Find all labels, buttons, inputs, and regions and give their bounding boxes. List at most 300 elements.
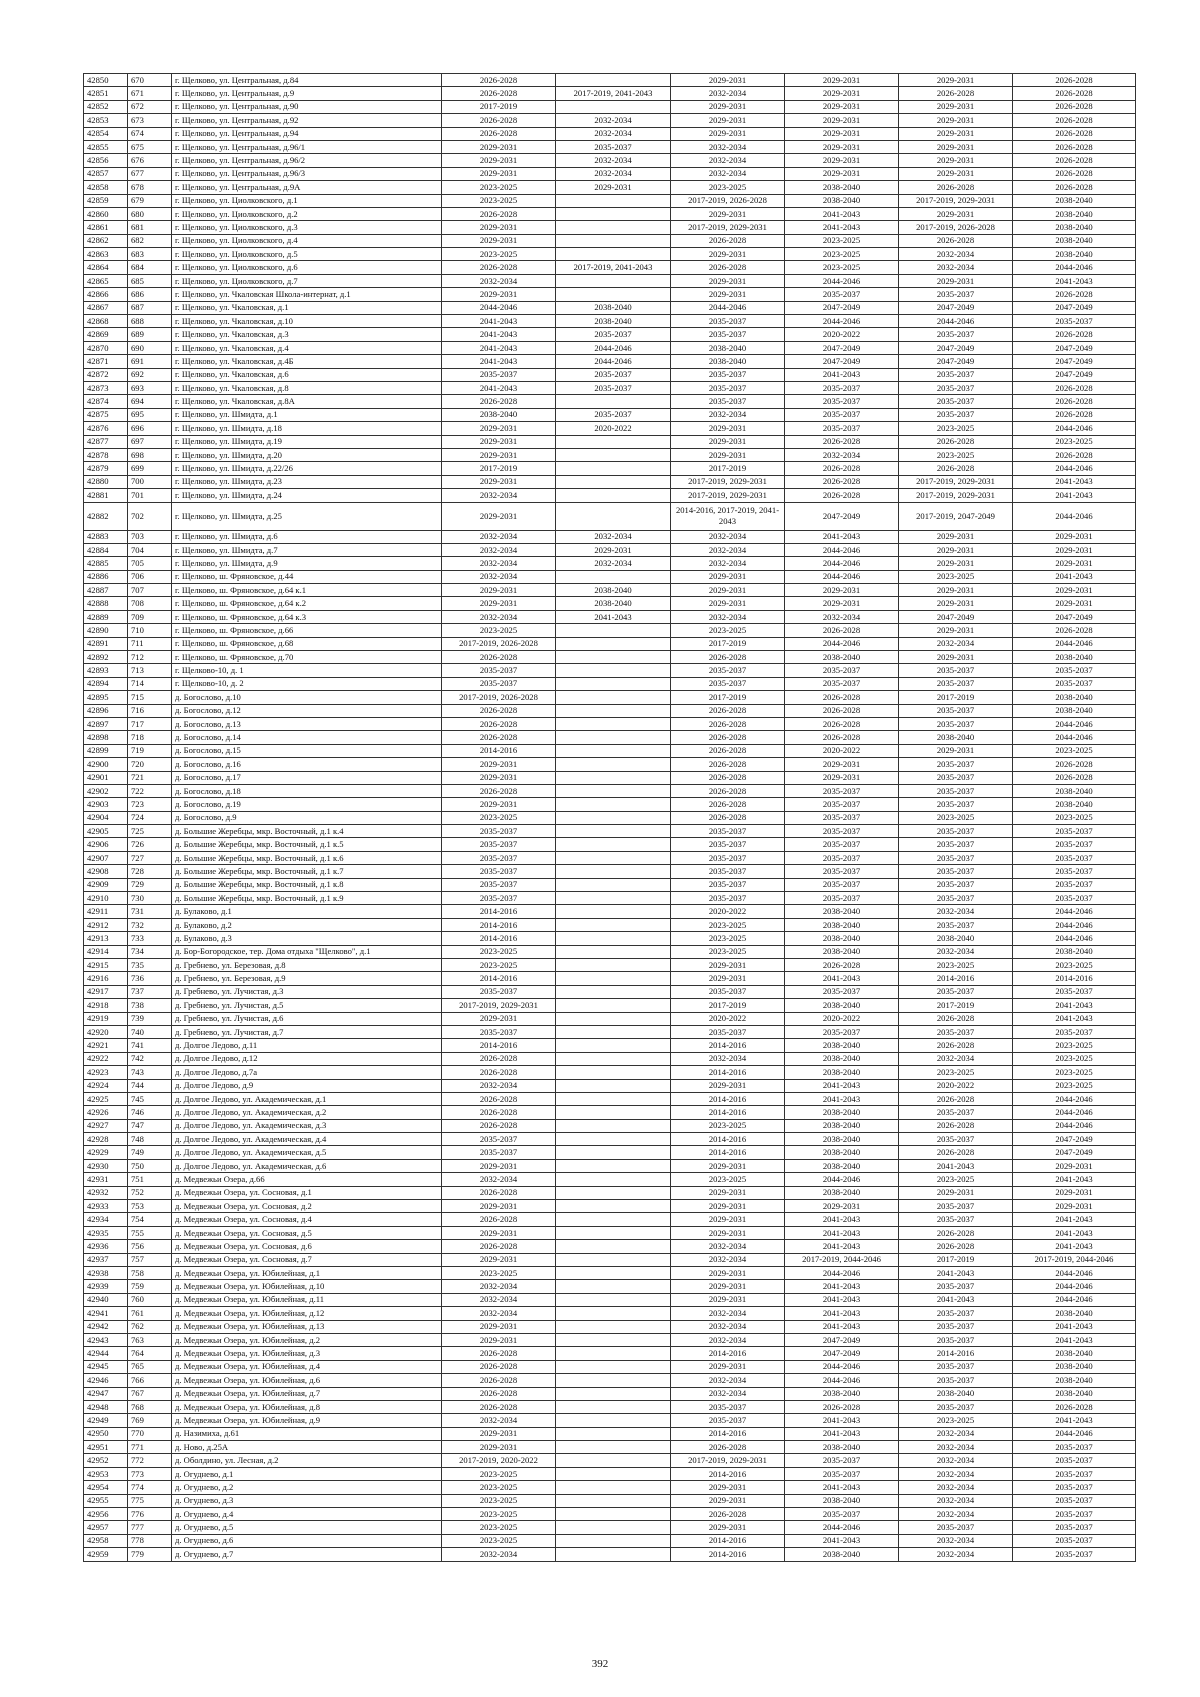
cell-address: г. Щелково, ул. Центральная, д.90 bbox=[172, 100, 442, 113]
cell-period-5: 2026-2028 bbox=[899, 1012, 1013, 1025]
cell-address: г. Щелково, ул. Шмидта, д.25 bbox=[172, 502, 442, 530]
cell-period-2 bbox=[556, 1293, 671, 1306]
cell-row-id: 42957 bbox=[84, 1521, 128, 1534]
cell-row-index: 714 bbox=[128, 677, 172, 690]
cell-period-1: 2026-2028 bbox=[442, 717, 556, 730]
cell-row-index: 736 bbox=[128, 972, 172, 985]
cell-period-4: 2029-2031 bbox=[785, 758, 899, 771]
cell-address: д. Медвежьи Озера, ул. Юбилейная, д.12 bbox=[172, 1307, 442, 1320]
cell-period-1: 2029-2031 bbox=[442, 758, 556, 771]
cell-row-id: 42866 bbox=[84, 288, 128, 301]
cell-address: г. Щелково, ул. Шмидта, д.9 bbox=[172, 557, 442, 570]
table-row bbox=[84, 1508, 1136, 1521]
cell-address: г. Щелково, ул. Шмидта, д.1 bbox=[172, 408, 442, 421]
cell-period-1: 2044-2046 bbox=[442, 301, 556, 314]
cell-row-index: 690 bbox=[128, 341, 172, 354]
cell-address: д. Назимиха, д.61 bbox=[172, 1427, 442, 1440]
cell-period-1: 2026-2028 bbox=[442, 1240, 556, 1253]
table-row bbox=[84, 557, 1136, 570]
cell-address: г. Щелково, ул. Циолковского, д.3 bbox=[172, 221, 442, 234]
cell-period-4: 2029-2031 bbox=[785, 597, 899, 610]
cell-row-id: 42941 bbox=[84, 1307, 128, 1320]
cell-period-4: 2047-2049 bbox=[785, 1333, 899, 1346]
cell-row-index: 774 bbox=[128, 1481, 172, 1494]
cell-period-5: 2023-2025 bbox=[899, 1414, 1013, 1427]
cell-period-4: 2029-2031 bbox=[785, 1200, 899, 1213]
cell-period-5: 2032-2034 bbox=[899, 1467, 1013, 1480]
cell-row-id: 42895 bbox=[84, 691, 128, 704]
cell-row-index: 722 bbox=[128, 784, 172, 797]
cell-period-3: 2029-2031 bbox=[671, 288, 785, 301]
cell-period-5: 2035-2037 bbox=[899, 865, 1013, 878]
cell-row-index: 742 bbox=[128, 1052, 172, 1065]
cell-period-5: 2035-2037 bbox=[899, 1320, 1013, 1333]
cell-period-1: 2029-2031 bbox=[442, 1333, 556, 1346]
cell-period-1: 2029-2031 bbox=[442, 1012, 556, 1025]
cell-period-6: 2047-2049 bbox=[1013, 610, 1136, 623]
cell-period-5: 2035-2037 bbox=[899, 677, 1013, 690]
cell-period-6: 2041-2043 bbox=[1013, 1320, 1136, 1333]
cell-period-1: 2041-2043 bbox=[442, 315, 556, 328]
cell-row-id: 42911 bbox=[84, 905, 128, 918]
cell-row-index: 733 bbox=[128, 932, 172, 945]
cell-period-5: 2029-2031 bbox=[899, 274, 1013, 287]
cell-period-6: 2026-2028 bbox=[1013, 448, 1136, 461]
cell-period-3: 2026-2028 bbox=[671, 771, 785, 784]
cell-address: д. Гребнево, ул. Березовая, д.9 bbox=[172, 972, 442, 985]
cell-row-index: 732 bbox=[128, 918, 172, 931]
cell-period-6: 2038-2040 bbox=[1013, 1374, 1136, 1387]
table-row bbox=[84, 610, 1136, 623]
cell-period-2 bbox=[556, 1266, 671, 1279]
cell-period-2: 2020-2022 bbox=[556, 422, 671, 435]
cell-period-6: 2041-2043 bbox=[1013, 1333, 1136, 1346]
cell-period-6: 2035-2037 bbox=[1013, 985, 1136, 998]
cell-period-2 bbox=[556, 838, 671, 851]
cell-row-index: 687 bbox=[128, 301, 172, 314]
cell-period-3: 2029-2031 bbox=[671, 584, 785, 597]
cell-row-id: 42875 bbox=[84, 408, 128, 421]
cell-row-id: 42923 bbox=[84, 1066, 128, 1079]
cell-row-id: 42927 bbox=[84, 1119, 128, 1132]
cell-period-5: 2047-2049 bbox=[899, 301, 1013, 314]
cell-period-2 bbox=[556, 288, 671, 301]
cell-period-4: 2044-2046 bbox=[785, 1374, 899, 1387]
cell-address: д. Богослово, д.9 bbox=[172, 811, 442, 824]
cell-period-2 bbox=[556, 851, 671, 864]
cell-period-3: 2023-2025 bbox=[671, 945, 785, 958]
cell-period-6: 2023-2025 bbox=[1013, 1079, 1136, 1092]
cell-period-4: 2038-2040 bbox=[785, 1146, 899, 1159]
cell-period-4: 2041-2043 bbox=[785, 1307, 899, 1320]
cell-period-4: 2026-2028 bbox=[785, 959, 899, 972]
cell-period-2: 2035-2037 bbox=[556, 140, 671, 153]
cell-period-4: 2035-2037 bbox=[785, 798, 899, 811]
table-row bbox=[84, 677, 1136, 690]
cell-period-5: 2017-2019 bbox=[899, 1253, 1013, 1266]
cell-period-4: 2026-2028 bbox=[785, 1400, 899, 1413]
cell-row-index: 770 bbox=[128, 1427, 172, 1440]
cell-period-3: 2023-2025 bbox=[671, 1119, 785, 1132]
cell-period-1: 2014-2016 bbox=[442, 744, 556, 757]
cell-period-2 bbox=[556, 878, 671, 891]
cell-period-4: 2017-2019, 2044-2046 bbox=[785, 1253, 899, 1266]
cell-period-6: 2047-2049 bbox=[1013, 1146, 1136, 1159]
table-row bbox=[84, 408, 1136, 421]
cell-period-5: 2035-2037 bbox=[899, 1106, 1013, 1119]
cell-period-2 bbox=[556, 637, 671, 650]
cell-period-2 bbox=[556, 918, 671, 931]
cell-period-4: 2035-2037 bbox=[785, 838, 899, 851]
cell-period-6: 2044-2046 bbox=[1013, 637, 1136, 650]
cell-row-id: 42950 bbox=[84, 1427, 128, 1440]
cell-address: д. Долгое Ледово, ул. Академическая, д.5 bbox=[172, 1146, 442, 1159]
cell-address: д. Большие Жеребцы, мкр. Восточный, д.1 к.7 bbox=[172, 865, 442, 878]
cell-address: д. Огуднево, д.5 bbox=[172, 1521, 442, 1534]
cell-period-1: 2029-2031 bbox=[442, 140, 556, 153]
cell-row-id: 42910 bbox=[84, 892, 128, 905]
cell-period-2 bbox=[556, 1253, 671, 1266]
cell-period-5: 2035-2037 bbox=[899, 381, 1013, 394]
cell-period-5: 2035-2037 bbox=[899, 1133, 1013, 1146]
cell-row-id: 42890 bbox=[84, 624, 128, 637]
cell-row-id: 42944 bbox=[84, 1347, 128, 1360]
table-row bbox=[84, 1494, 1136, 1507]
cell-period-3: 2029-2031 bbox=[671, 959, 785, 972]
cell-period-2 bbox=[556, 1226, 671, 1239]
cell-period-5: 2047-2049 bbox=[899, 355, 1013, 368]
cell-row-id: 42946 bbox=[84, 1374, 128, 1387]
cell-row-index: 772 bbox=[128, 1454, 172, 1467]
cell-period-2 bbox=[556, 664, 671, 677]
cell-period-4: 2038-2040 bbox=[785, 1106, 899, 1119]
cell-period-1: 2023-2025 bbox=[442, 1534, 556, 1547]
cell-period-1: 2032-2034 bbox=[442, 1079, 556, 1092]
table-row bbox=[84, 462, 1136, 475]
cell-period-4: 2035-2037 bbox=[785, 1508, 899, 1521]
cell-period-6: 2029-2031 bbox=[1013, 597, 1136, 610]
cell-address: г. Щелково, ул. Циолковского, д.6 bbox=[172, 261, 442, 274]
cell-period-2: 2035-2037 bbox=[556, 368, 671, 381]
cell-row-id: 42893 bbox=[84, 664, 128, 677]
cell-period-6: 2026-2028 bbox=[1013, 114, 1136, 127]
cell-period-6: 2026-2028 bbox=[1013, 408, 1136, 421]
cell-row-index: 746 bbox=[128, 1106, 172, 1119]
cell-period-6: 2029-2031 bbox=[1013, 1186, 1136, 1199]
cell-row-index: 685 bbox=[128, 274, 172, 287]
cell-row-id: 42932 bbox=[84, 1186, 128, 1199]
cell-period-1: 2032-2034 bbox=[442, 557, 556, 570]
table-row bbox=[84, 1441, 1136, 1454]
cell-period-2: 2032-2034 bbox=[556, 530, 671, 543]
cell-period-2 bbox=[556, 651, 671, 664]
cell-period-4: 2020-2022 bbox=[785, 328, 899, 341]
cell-row-id: 42922 bbox=[84, 1052, 128, 1065]
table-row bbox=[84, 1521, 1136, 1534]
cell-row-index: 753 bbox=[128, 1200, 172, 1213]
table-row bbox=[84, 422, 1136, 435]
cell-period-2 bbox=[556, 475, 671, 488]
cell-period-4: 2038-2040 bbox=[785, 651, 899, 664]
table-row bbox=[84, 637, 1136, 650]
cell-period-2 bbox=[556, 784, 671, 797]
cell-period-5: 2026-2028 bbox=[899, 87, 1013, 100]
cell-period-4: 2044-2046 bbox=[785, 637, 899, 650]
cell-period-4: 2035-2037 bbox=[785, 825, 899, 838]
cell-row-id: 42953 bbox=[84, 1467, 128, 1480]
cell-period-1: 2026-2028 bbox=[442, 784, 556, 797]
cell-period-4: 2038-2040 bbox=[785, 194, 899, 207]
cell-address: д. Огуднево, д.2 bbox=[172, 1481, 442, 1494]
cell-period-3: 2032-2034 bbox=[671, 154, 785, 167]
cell-period-3: 2014-2016 bbox=[671, 1092, 785, 1105]
cell-period-4: 2041-2043 bbox=[785, 1092, 899, 1105]
cell-period-6: 2029-2031 bbox=[1013, 1159, 1136, 1172]
cell-period-4: 2026-2028 bbox=[785, 691, 899, 704]
cell-row-id: 42864 bbox=[84, 261, 128, 274]
cell-row-id: 42914 bbox=[84, 945, 128, 958]
cell-period-4: 2041-2043 bbox=[785, 1280, 899, 1293]
cell-address: д. Богослово, д.14 bbox=[172, 731, 442, 744]
cell-period-5: 2035-2037 bbox=[899, 1307, 1013, 1320]
cell-period-1: 2023-2025 bbox=[442, 1481, 556, 1494]
cell-address: д. Медвежьи Озера, д.66 bbox=[172, 1173, 442, 1186]
table-row bbox=[84, 368, 1136, 381]
cell-period-3: 2023-2025 bbox=[671, 918, 785, 931]
cell-period-2 bbox=[556, 905, 671, 918]
cell-row-id: 42908 bbox=[84, 865, 128, 878]
cell-row-id: 42896 bbox=[84, 704, 128, 717]
cell-period-3: 2032-2034 bbox=[671, 1240, 785, 1253]
cell-period-5: 2035-2037 bbox=[899, 758, 1013, 771]
cell-period-6: 2044-2046 bbox=[1013, 932, 1136, 945]
table-row bbox=[84, 771, 1136, 784]
cell-period-3: 2029-2031 bbox=[671, 1494, 785, 1507]
cell-row-id: 42897 bbox=[84, 717, 128, 730]
cell-period-3: 2032-2034 bbox=[671, 610, 785, 623]
cell-period-4: 2029-2031 bbox=[785, 74, 899, 87]
cell-period-3: 2035-2037 bbox=[671, 1400, 785, 1413]
table-row bbox=[84, 1253, 1136, 1266]
cell-period-5: 2029-2031 bbox=[899, 167, 1013, 180]
cell-row-id: 42930 bbox=[84, 1159, 128, 1172]
cell-period-3: 2035-2037 bbox=[671, 381, 785, 394]
cell-period-5: 2032-2034 bbox=[899, 1508, 1013, 1521]
cell-period-1: 2038-2040 bbox=[442, 408, 556, 421]
cell-period-2 bbox=[556, 1012, 671, 1025]
repair-schedule-table bbox=[83, 73, 1136, 1562]
cell-period-3: 2044-2046 bbox=[671, 301, 785, 314]
cell-period-5: 2041-2043 bbox=[899, 1293, 1013, 1306]
cell-address: д. Гребнево, ул. Лучистая, д.3 bbox=[172, 985, 442, 998]
cell-period-1: 2032-2034 bbox=[442, 1280, 556, 1293]
cell-period-4: 2026-2028 bbox=[785, 731, 899, 744]
cell-period-2: 2044-2046 bbox=[556, 355, 671, 368]
cell-period-2: 2038-2040 bbox=[556, 315, 671, 328]
cell-period-3: 2029-2031 bbox=[671, 1226, 785, 1239]
cell-address: д. Медвежьи Озера, ул. Юбилейная, д.2 bbox=[172, 1333, 442, 1346]
cell-period-5: 2047-2049 bbox=[899, 341, 1013, 354]
cell-period-6: 2041-2043 bbox=[1013, 1226, 1136, 1239]
cell-period-3: 2032-2034 bbox=[671, 1307, 785, 1320]
cell-period-5: 2035-2037 bbox=[899, 918, 1013, 931]
cell-period-4: 2026-2028 bbox=[785, 717, 899, 730]
cell-row-id: 42882 bbox=[84, 502, 128, 530]
cell-row-index: 674 bbox=[128, 127, 172, 140]
cell-period-4: 2038-2040 bbox=[785, 1066, 899, 1079]
table-row bbox=[84, 1467, 1136, 1480]
cell-row-id: 42872 bbox=[84, 368, 128, 381]
cell-address: г. Щелково, ул. Шмидта, д.22/26 bbox=[172, 462, 442, 475]
cell-row-index: 723 bbox=[128, 798, 172, 811]
cell-row-index: 754 bbox=[128, 1213, 172, 1226]
cell-period-3: 2035-2037 bbox=[671, 664, 785, 677]
cell-period-6: 2044-2046 bbox=[1013, 1293, 1136, 1306]
cell-period-6: 2017-2019, 2044-2046 bbox=[1013, 1253, 1136, 1266]
cell-period-5: 2035-2037 bbox=[899, 771, 1013, 784]
cell-row-index: 698 bbox=[128, 448, 172, 461]
cell-period-2: 2035-2037 bbox=[556, 408, 671, 421]
cell-period-1: 2032-2034 bbox=[442, 610, 556, 623]
cell-period-2 bbox=[556, 1414, 671, 1427]
table-row bbox=[84, 1066, 1136, 1079]
cell-period-6: 2035-2037 bbox=[1013, 1441, 1136, 1454]
table-row bbox=[84, 1146, 1136, 1159]
cell-period-6: 2044-2046 bbox=[1013, 905, 1136, 918]
cell-row-id: 42934 bbox=[84, 1213, 128, 1226]
cell-period-6: 2026-2028 bbox=[1013, 395, 1136, 408]
cell-period-3: 2026-2028 bbox=[671, 798, 785, 811]
cell-period-2 bbox=[556, 677, 671, 690]
cell-row-index: 777 bbox=[128, 1521, 172, 1534]
cell-period-4: 2041-2043 bbox=[785, 368, 899, 381]
table-row bbox=[84, 1414, 1136, 1427]
cell-period-4: 2035-2037 bbox=[785, 1467, 899, 1480]
cell-period-6: 2026-2028 bbox=[1013, 127, 1136, 140]
cell-period-3: 2035-2037 bbox=[671, 878, 785, 891]
cell-period-4: 2035-2037 bbox=[785, 1025, 899, 1038]
cell-period-1: 2026-2028 bbox=[442, 1066, 556, 1079]
cell-period-5: 2032-2034 bbox=[899, 1481, 1013, 1494]
cell-period-2 bbox=[556, 811, 671, 824]
cell-row-index: 765 bbox=[128, 1360, 172, 1373]
table-row bbox=[84, 1307, 1136, 1320]
cell-row-id: 42945 bbox=[84, 1360, 128, 1373]
cell-period-5: 2035-2037 bbox=[899, 1521, 1013, 1534]
table-row bbox=[84, 704, 1136, 717]
cell-row-index: 731 bbox=[128, 905, 172, 918]
cell-period-5: 2026-2028 bbox=[899, 1226, 1013, 1239]
cell-period-5: 2029-2031 bbox=[899, 597, 1013, 610]
cell-period-4: 2044-2046 bbox=[785, 570, 899, 583]
cell-period-1: 2023-2025 bbox=[442, 1467, 556, 1480]
cell-row-id: 42938 bbox=[84, 1266, 128, 1279]
cell-period-4: 2035-2037 bbox=[785, 811, 899, 824]
cell-period-4: 2041-2043 bbox=[785, 221, 899, 234]
table-row bbox=[84, 1400, 1136, 1413]
cell-period-4: 2038-2040 bbox=[785, 1441, 899, 1454]
cell-period-1: 2029-2031 bbox=[442, 288, 556, 301]
cell-row-id: 42958 bbox=[84, 1534, 128, 1547]
cell-period-5: 2035-2037 bbox=[899, 985, 1013, 998]
cell-period-1: 2026-2028 bbox=[442, 261, 556, 274]
cell-row-id: 42851 bbox=[84, 87, 128, 100]
cell-row-index: 708 bbox=[128, 597, 172, 610]
cell-period-3: 2035-2037 bbox=[671, 985, 785, 998]
cell-address: г. Щелково, ул. Шмидта, д.23 bbox=[172, 475, 442, 488]
table-row bbox=[84, 435, 1136, 448]
cell-period-1: 2035-2037 bbox=[442, 985, 556, 998]
cell-period-5: 2029-2031 bbox=[899, 127, 1013, 140]
cell-row-index: 762 bbox=[128, 1320, 172, 1333]
cell-period-2: 2038-2040 bbox=[556, 301, 671, 314]
cell-period-1: 2014-2016 bbox=[442, 918, 556, 931]
cell-row-index: 718 bbox=[128, 731, 172, 744]
cell-row-index: 686 bbox=[128, 288, 172, 301]
cell-row-index: 711 bbox=[128, 637, 172, 650]
cell-period-1: 2035-2037 bbox=[442, 1146, 556, 1159]
cell-row-index: 740 bbox=[128, 1025, 172, 1038]
cell-period-6: 2035-2037 bbox=[1013, 1494, 1136, 1507]
cell-row-id: 42889 bbox=[84, 610, 128, 623]
cell-period-4: 2038-2040 bbox=[785, 918, 899, 931]
table-row bbox=[84, 905, 1136, 918]
cell-period-4: 2047-2049 bbox=[785, 341, 899, 354]
cell-period-4: 2038-2040 bbox=[785, 1387, 899, 1400]
cell-period-3: 2014-2016 bbox=[671, 1066, 785, 1079]
cell-row-id: 42860 bbox=[84, 207, 128, 220]
table-row bbox=[84, 1360, 1136, 1373]
cell-period-6: 2041-2043 bbox=[1013, 489, 1136, 502]
cell-period-3: 2029-2031 bbox=[671, 207, 785, 220]
cell-row-index: 694 bbox=[128, 395, 172, 408]
cell-row-index: 679 bbox=[128, 194, 172, 207]
cell-row-id: 42920 bbox=[84, 1025, 128, 1038]
cell-period-6: 2041-2043 bbox=[1013, 1012, 1136, 1025]
cell-period-6: 2035-2037 bbox=[1013, 825, 1136, 838]
cell-row-id: 42931 bbox=[84, 1173, 128, 1186]
cell-address: д. Богослово, д.13 bbox=[172, 717, 442, 730]
cell-period-4: 2047-2049 bbox=[785, 502, 899, 530]
table-row bbox=[84, 584, 1136, 597]
cell-row-id: 42949 bbox=[84, 1414, 128, 1427]
cell-period-1: 2023-2025 bbox=[442, 811, 556, 824]
table-row bbox=[84, 811, 1136, 824]
cell-period-6: 2029-2031 bbox=[1013, 584, 1136, 597]
cell-period-4: 2035-2037 bbox=[785, 381, 899, 394]
cell-row-id: 42937 bbox=[84, 1253, 128, 1266]
cell-period-6: 2044-2046 bbox=[1013, 918, 1136, 931]
cell-period-2 bbox=[556, 1200, 671, 1213]
cell-row-index: 682 bbox=[128, 234, 172, 247]
cell-row-id: 42898 bbox=[84, 731, 128, 744]
table-row bbox=[84, 664, 1136, 677]
table-row bbox=[84, 1052, 1136, 1065]
cell-period-5: 2029-2031 bbox=[899, 207, 1013, 220]
cell-period-4: 2026-2028 bbox=[785, 475, 899, 488]
table-row bbox=[84, 1280, 1136, 1293]
cell-period-5: 2023-2025 bbox=[899, 1066, 1013, 1079]
cell-period-2: 2017-2019, 2041-2043 bbox=[556, 261, 671, 274]
cell-row-index: 716 bbox=[128, 704, 172, 717]
cell-period-5: 2032-2034 bbox=[899, 1441, 1013, 1454]
cell-address: г. Щелково, ул. Шмидта, д.18 bbox=[172, 422, 442, 435]
cell-period-4: 2044-2046 bbox=[785, 315, 899, 328]
table-row bbox=[84, 1106, 1136, 1119]
cell-period-6: 2038-2040 bbox=[1013, 1307, 1136, 1320]
cell-period-6: 2026-2028 bbox=[1013, 74, 1136, 87]
cell-period-1: 2032-2034 bbox=[442, 1293, 556, 1306]
